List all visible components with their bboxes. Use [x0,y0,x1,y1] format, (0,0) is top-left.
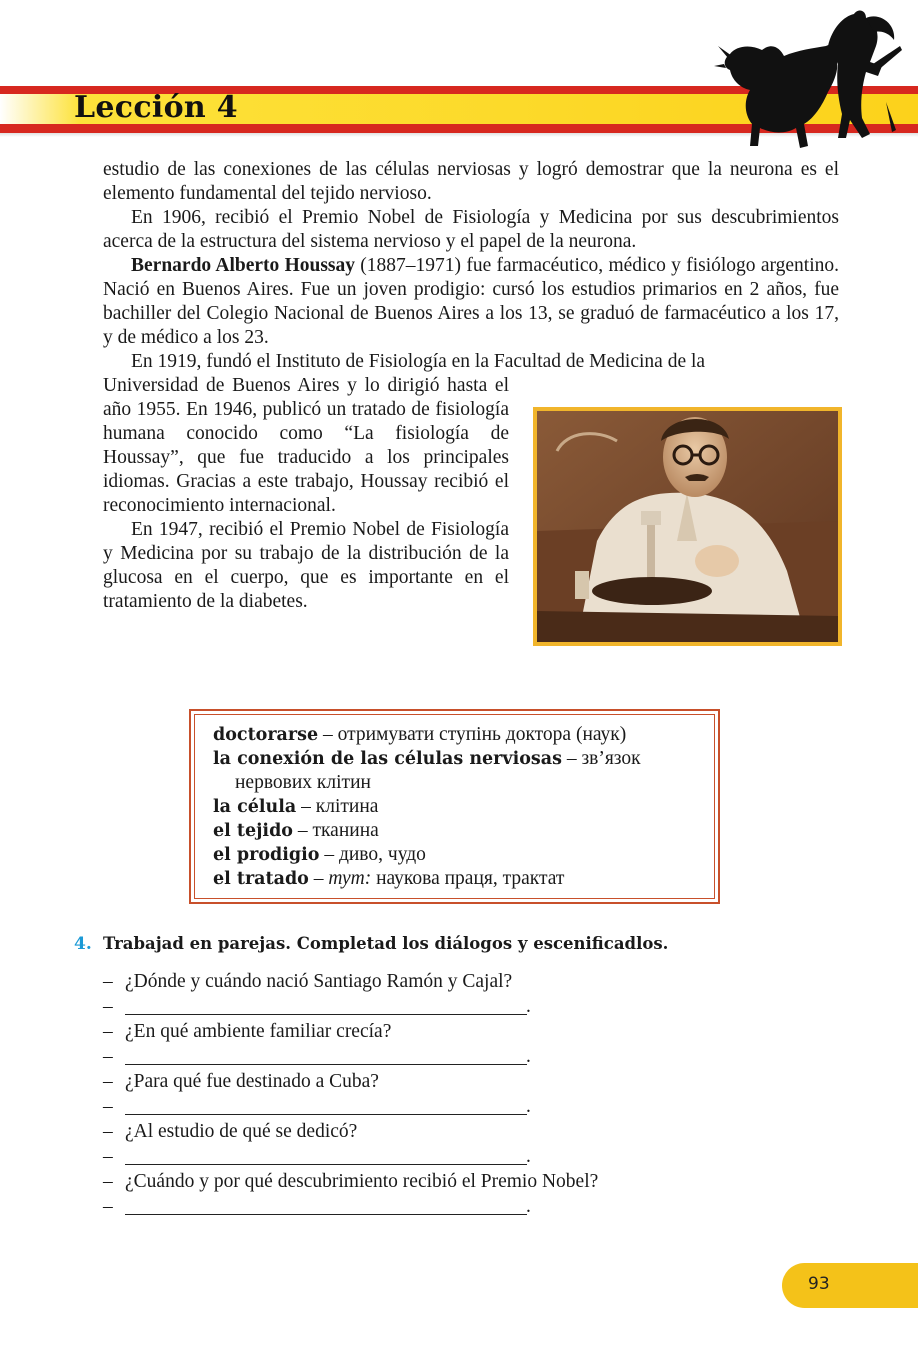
dialog-question-line [103,1019,803,1044]
vocab-definition: нервових клітин [235,772,371,793]
vocab-definition: – диво, чудо [319,844,426,865]
paragraph-text: (1887–1971) fue farmacéutico, médico y fisiólogo argentino. Nació en Buenos Aires. Fue un joven prodigio: cursó los estudios primarios en 2 años, fue bachiller del Colegio Nacional de Buenos Aires a los 13, se graduó de farmacéutico a los 17, y de médico a los 23. [103,255,839,348]
dash: – [103,1096,113,1117]
vocab-entry [213,747,713,771]
dialog-question: ¿Al estudio de qué se dedicó? [125,1121,358,1142]
dash: – [103,996,113,1017]
dialog-question-line [103,1119,803,1144]
vocab-definition: наукова праця, трактат [371,868,565,889]
vocab-entry-continuation [213,771,713,795]
vocab-definition: – тканина [292,820,379,841]
period: . [526,1196,531,1217]
dash: – [103,1021,113,1042]
dialog-question-line [103,1169,803,1194]
vocab-entry [213,819,713,843]
vocab-definition: – отримувати ступінь доктора (наук) [318,724,627,745]
dash: – [103,1171,113,1192]
dialog-answer-line [103,1094,803,1119]
dash: – [103,1071,113,1092]
answer-blank[interactable] [125,1164,527,1165]
paragraph: Universidad de Buenos Aires y lo dirigió hasta el año 1955. En 1946, publicó un tratado de fisiología humana conocido como “La fisiología de Houssay”, que fue traducido a los principales idiomas. Gracias a este trabajo, Houssay recibió el reconocimiento internacional. [103,375,509,516]
answer-blank[interactable] [125,1014,527,1015]
answer-blank[interactable] [125,1114,527,1115]
page-number: 93 [808,1274,830,1294]
dialog-answer-line [103,1044,803,1069]
vocab-entry [213,867,713,891]
paragraph: En 1947, recibió el Premio Nobel de Fisiología y Medicina por su trabajo de la distribución de la glucosa en el cuerpo, que es importante en el tratamiento de la diabetes. [103,519,509,612]
vocab-term: el tratado [213,869,309,889]
answer-blank[interactable] [125,1064,527,1065]
answer-blank[interactable] [125,1214,527,1215]
vocab-entry [213,843,713,867]
paragraph [103,254,839,350]
dash: – [103,1046,113,1067]
period: . [526,996,531,1017]
dialog-question-line [103,969,803,994]
bullfight-silhouette-icon [710,6,910,156]
dialog-question-line [103,1069,803,1094]
vocab-term: el prodigio [213,845,320,865]
vocabulary-box [189,709,720,904]
portrait-photo [533,407,842,646]
period: . [526,1146,531,1167]
period: . [526,1046,531,1067]
vocab-term: la conexión de las células nerviosas [213,749,562,769]
vocab-term: doctorarse [213,725,319,745]
vocab-note: тут: [328,868,372,889]
paragraph: estudio de las conexiones de las células nerviosas y logró demostrar que la neurona es el elemento fundamental del tejido nervioso. [103,159,839,204]
person-name: Bernardo Alberto Houssay [131,255,356,276]
vocab-term: el tejido [213,821,293,841]
dialog-answer-line [103,1194,803,1219]
page-number-tab [782,1263,918,1308]
dialog-answer-line [103,994,803,1019]
vocab-entry [213,723,713,747]
vocab-definition: – зв’язок [561,748,641,769]
dash: – [103,1196,113,1217]
vocab-definition: – клітина [296,796,379,817]
dialog-answer-line [103,1144,803,1169]
dash: – [103,1121,113,1142]
dialog-question: ¿En qué ambiente familiar crecía? [125,1021,392,1042]
lesson-title: Lección 4 [74,90,238,125]
vocab-term: la célula [213,797,297,817]
exercise-number: 4. [74,934,92,954]
vocab-entry [213,795,713,819]
vocab-definition: – [308,868,329,889]
dash: – [103,1146,113,1167]
dash: – [103,971,113,992]
period: . [526,1096,531,1117]
dialog-question: ¿Cuándo y por qué descubrimiento recibió el Premio Nobel? [125,1171,599,1192]
paragraph: En 1906, recibió el Premio Nobel de Fisiología y Medicina por sus descubrimientos acerca de la estructura del sistema nervioso y el papel de la neurona. [103,207,839,252]
dialog-question: ¿Dónde y cuándo nació Santiago Ramón y Cajal? [125,971,513,992]
dialog-question: ¿Para qué fue destinado a Cuba? [125,1071,379,1092]
vocabulary-list [213,723,713,891]
paragraph-first-line: En 1919, fundó el Instituto de Fisiología en la Facultad de Medicina de la [131,351,706,372]
dialog-exercise [103,969,803,1219]
exercise-title: Trabajad en parejas. Completad los diálogos y escenificadlos. [103,934,669,953]
